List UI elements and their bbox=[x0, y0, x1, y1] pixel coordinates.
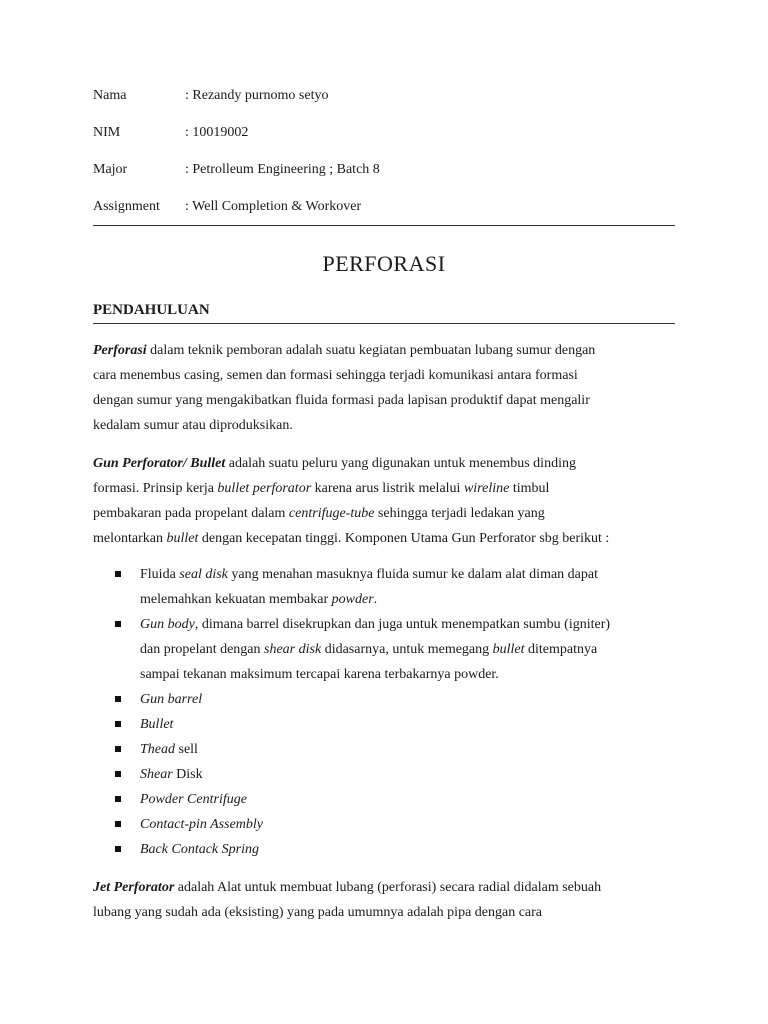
italic-text: Bullet bbox=[140, 717, 174, 732]
term-jet-perforator: Jet Perforator bbox=[93, 880, 175, 895]
text: dalam teknik pemboran adalah suatu kegiatan pembuatan lubang sumur dengan bbox=[146, 343, 596, 358]
meta-value: : Petrolleum Engineering ; Batch 8 bbox=[185, 162, 380, 177]
text: sampai tekanan maksimum tercapai karena terbakarnya powder. bbox=[140, 667, 499, 682]
text: sehingga terjadi ledakan yang bbox=[374, 506, 545, 521]
list-item bbox=[93, 762, 675, 787]
text: lubang yang sudah ada (eksisting) yang pada umumnya adalah pipa dengan cara bbox=[93, 905, 543, 920]
italic-text: Gun barrel bbox=[140, 692, 203, 707]
italic-text: Gun body bbox=[140, 617, 195, 632]
square-bullet-icon bbox=[115, 771, 121, 777]
meta-value: : Well Completion & Workover bbox=[185, 199, 362, 214]
text: yang menahan masuknya fluida sumur ke dalam alat diman dapat bbox=[227, 567, 598, 582]
section-divider bbox=[93, 323, 675, 324]
square-bullet-icon bbox=[115, 621, 121, 627]
square-bullet-icon bbox=[115, 746, 121, 752]
italic-text: bullet bbox=[166, 531, 199, 546]
italic-text: Shear bbox=[140, 767, 173, 782]
text: melemahkan kekuatan membakar bbox=[140, 592, 332, 607]
italic-text: bullet perforator bbox=[217, 481, 312, 496]
text: dan propelant dengan bbox=[140, 642, 265, 657]
square-bullet-icon bbox=[115, 796, 121, 802]
italic-text: centrifuge-tube bbox=[288, 506, 375, 521]
italic-text: Powder Centrifuge bbox=[140, 792, 247, 807]
text: pembakaran pada propelant dalam bbox=[93, 506, 289, 521]
text: didasarnya, untuk memegang bbox=[321, 642, 493, 657]
italic-text: Back Contack Spring bbox=[140, 842, 259, 857]
italic-text: Contact-pin Assembly bbox=[140, 817, 264, 832]
text: . bbox=[373, 592, 378, 607]
document-page bbox=[93, 84, 675, 925]
text: ditempatnya bbox=[524, 642, 598, 657]
page-title: PERFORASI bbox=[322, 251, 446, 276]
text: timbul bbox=[509, 481, 550, 496]
text: kedalam sumur atau diproduksikan. bbox=[93, 418, 293, 433]
text: formasi. Prinsip kerja bbox=[93, 481, 218, 496]
list-item bbox=[93, 687, 675, 712]
text: cara menembus casing, semen dan formasi sehingga terjadi komunikasi antara formasi bbox=[93, 368, 578, 383]
meta-row-nama bbox=[93, 84, 675, 121]
section-heading: PENDAHULUAN bbox=[93, 302, 210, 318]
italic-text: powder bbox=[331, 592, 374, 607]
text: dengan sumur yang mengakibatkan fluida formasi pada lapisan produktif dapat mengalir bbox=[93, 393, 590, 408]
meta-label: Nama bbox=[93, 88, 127, 103]
term-perforasi: Perforasi bbox=[93, 343, 147, 358]
meta-label: Assignment bbox=[93, 199, 160, 214]
italic-text: shear disk bbox=[264, 642, 322, 657]
square-bullet-icon bbox=[115, 846, 121, 852]
text: adalah suatu peluru yang digunakan untuk menembus dinding bbox=[225, 456, 576, 471]
list-item bbox=[93, 712, 675, 737]
list-item bbox=[93, 737, 675, 762]
list-item bbox=[93, 812, 675, 837]
term-gun-perforator: Gun Perforator/ Bullet bbox=[93, 456, 226, 471]
text: sell bbox=[175, 742, 198, 757]
paragraph-perforasi bbox=[93, 338, 675, 438]
text: Disk bbox=[172, 767, 203, 782]
square-bullet-icon bbox=[115, 571, 121, 577]
meta-label: Major bbox=[93, 162, 128, 177]
paragraph-gun-perforator bbox=[93, 451, 675, 551]
square-bullet-icon bbox=[115, 721, 121, 727]
meta-row-assignment bbox=[93, 195, 675, 232]
text: Fluida bbox=[140, 567, 180, 582]
list-item bbox=[93, 787, 675, 812]
list-item bbox=[93, 837, 675, 862]
square-bullet-icon bbox=[115, 821, 121, 827]
text: , dimana barrel disekrupkan dan juga untuk menempatkan sumbu (igniter) bbox=[194, 617, 611, 632]
text: karena arus listrik melalui bbox=[311, 481, 464, 496]
component-list bbox=[93, 562, 675, 862]
list-item bbox=[93, 612, 675, 687]
meta-row-major bbox=[93, 158, 675, 195]
paragraph-jet-perforator bbox=[93, 875, 675, 925]
italic-text: seal disk bbox=[179, 567, 228, 582]
text: dengan kecepatan tinggi. Komponen Utama Gun Perforator sbg berikut : bbox=[198, 531, 610, 546]
meta-value: : 10019002 bbox=[185, 125, 249, 140]
text: melontarkan bbox=[93, 531, 167, 546]
italic-text: bullet bbox=[492, 642, 525, 657]
list-item bbox=[93, 562, 675, 612]
italic-text: Thead bbox=[140, 742, 175, 757]
meta-row-nim bbox=[93, 121, 675, 158]
text: adalah Alat untuk membuat lubang (perforasi) secara radial didalam sebuah bbox=[174, 880, 602, 895]
square-bullet-icon bbox=[115, 696, 121, 702]
meta-label: NIM bbox=[93, 125, 121, 140]
italic-text: wireline bbox=[463, 481, 510, 496]
meta-value: : Rezandy purnomo setyo bbox=[185, 88, 329, 103]
